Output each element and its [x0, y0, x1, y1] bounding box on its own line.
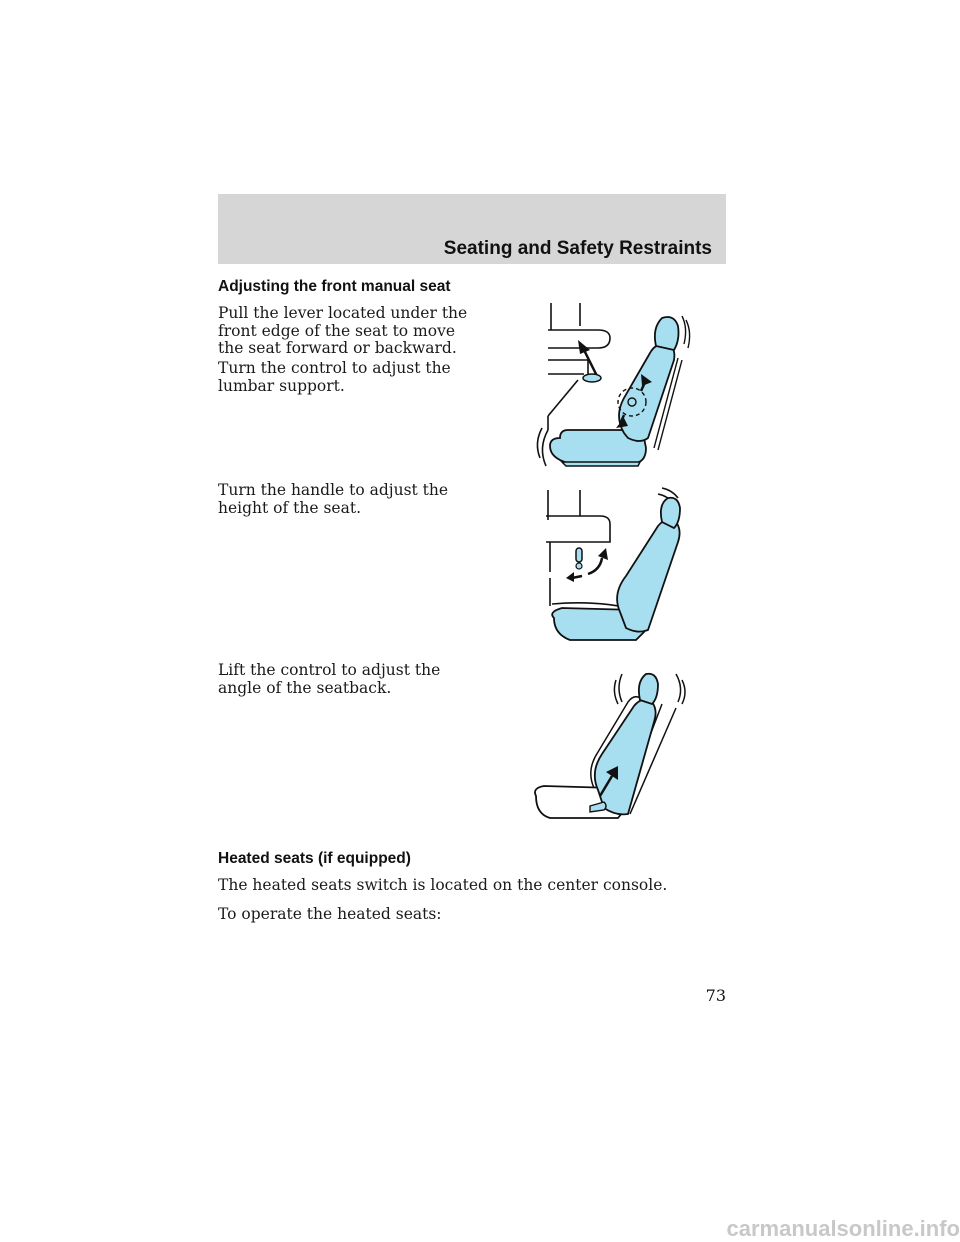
paragraph-height: Turn the handle to adjust the height of the seat. [218, 481, 449, 517]
paragraph-operate-heated: To operate the heated seats: [218, 905, 442, 923]
paragraph-heated-switch: The heated seats switch is located on the center console. [218, 876, 668, 894]
seat-fore-aft-lumbar-illustration [528, 298, 700, 470]
section-header-bar [218, 194, 726, 264]
page-number: 73 [705, 986, 726, 1005]
heading-manual-seat: Adjusting the front manual seat [218, 278, 451, 295]
paragraph-lever: Pull the lever located under the front edge of the seat to move the seat forward or backward. [218, 304, 468, 357]
watermark: carmanualsonline.info [726, 1216, 960, 1241]
heading-heated-seats: Heated seats (if equipped) [218, 850, 411, 867]
paragraph-lumbar: Turn the control to adjust the lumbar support. [218, 359, 451, 395]
seat-height-illustration [540, 482, 688, 644]
section-title: Seating and Safety Restraints [443, 238, 712, 259]
seatback-recline-illustration [530, 664, 694, 824]
paragraph-seatback: Lift the control to adjust the angle of the seatback. [218, 661, 441, 697]
